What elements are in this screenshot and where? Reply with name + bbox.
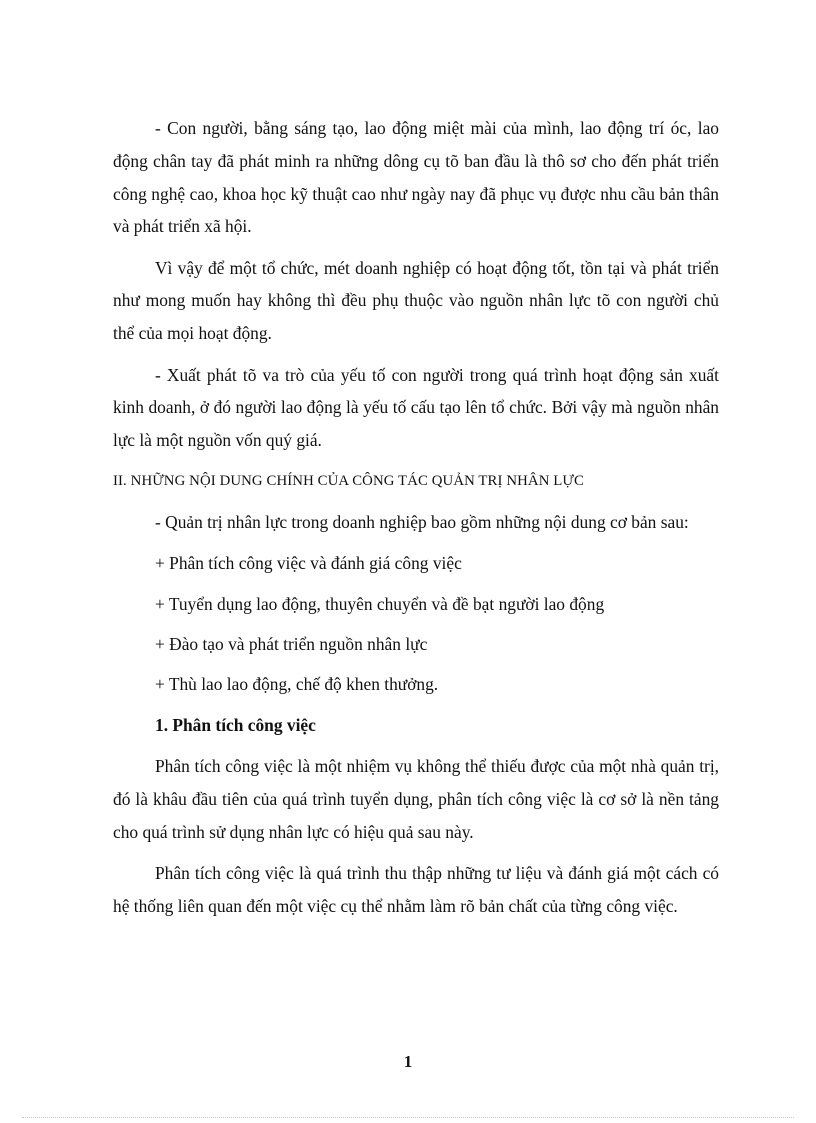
list-item-2: + Tuyển dụng lao động, thuyên chuyển và đề bạt người lao động [155, 593, 605, 614]
paragraph-2: Vì vậy để một tổ chức, mét doanh nghiệp có hoạt động tốt, tồn tại và phát triển như mong muốn hay không thì đều phụ thuộc vào nguồn nhân lực tõ con người chủ thể của mọi hoạt động. [113, 257, 719, 344]
section-heading: II. NHỮNG NỘI DUNG CHÍNH CỦA CÔNG TÁC QUẢN TRỊ NHÂN LỰC [113, 473, 584, 490]
page-number: 1 [403, 1052, 413, 1071]
subsection-paragraph-1: Phân tích công việc là một nhiệm vụ không thể thiếu được của một nhà quản trị, đó là khâu đầu tiên của quá trình tuyển dụng, phân tích công việc là cơ sở là nền tảng cho quá trình sử dụng nhân lực có hiệu quả sau này. [113, 756, 719, 842]
page-bottom-border [22, 1117, 794, 1118]
paragraph-1: - Con người, bằng sáng tạo, lao động miệt mài của mình, lao động trí óc, lao động chân tay đã phát minh ra những dông cụ tõ ban đầu là thô sơ cho đến phát triển công nghệ cao, khoa học kỹ thuật cao như ngày nay đã phục vụ được nhu cầu bản thân và phát triển xã hội. [113, 118, 719, 237]
section-intro: - Quản trị nhân lực trong doanh nghiệp bao gồm những nội dung cơ bản sau: [155, 511, 689, 532]
list-item-1: + Phân tích công việc và đánh giá công việc [155, 553, 462, 574]
subsection-paragraph-2: Phân tích công việc là quá trình thu thập những tư liệu và đánh giá một cách có hệ thống liên quan đến một việc cụ thể nhằm làm rõ bản chất của từng công việc. [113, 862, 719, 916]
list-item-4: + Thù lao lao động, chế độ khen thưởng. [155, 674, 439, 695]
paragraph-3: - Xuất phát tõ va trò của yếu tố con người trong quá trình hoạt động sản xuất kinh doanh, ở đó người lao động là yếu tố cấu tạo lên tổ chức. Bởi vậy mà nguồn nhân lực là một nguồn vốn quý giá. [113, 364, 719, 451]
list-item-3: + Đào tạo và phát triển nguồn nhân lực [155, 633, 428, 654]
subsection-heading: 1. Phân tích công việc [155, 714, 316, 735]
